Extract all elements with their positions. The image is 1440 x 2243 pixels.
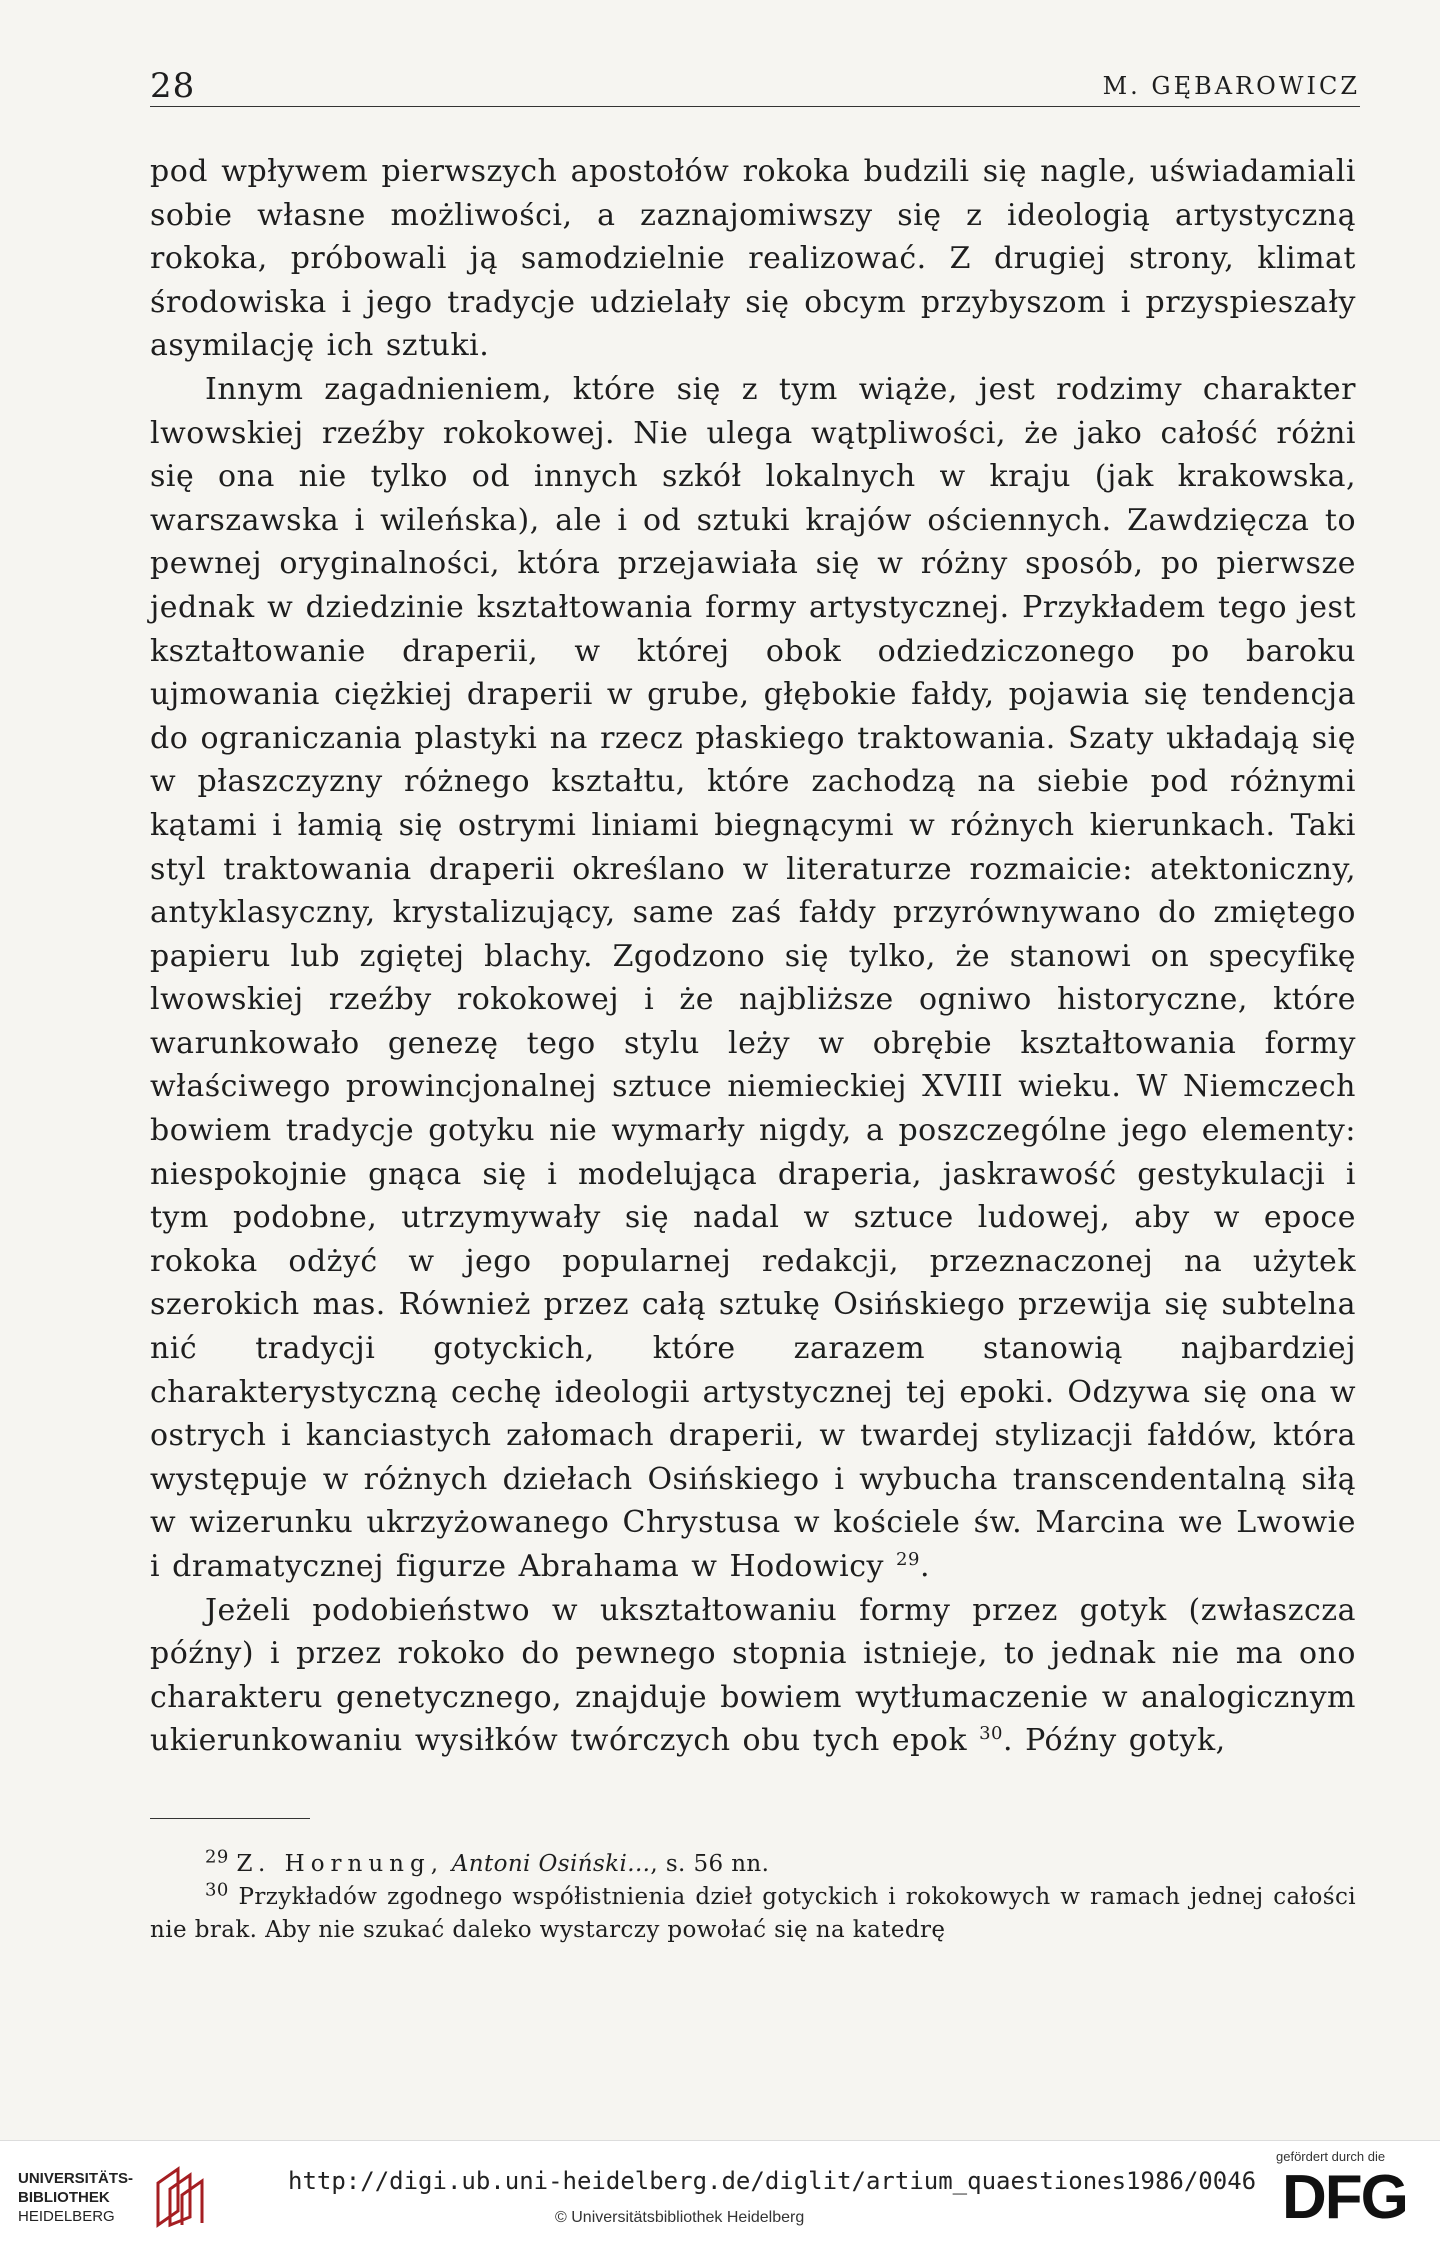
footnote-ref-29[interactable]: 29 xyxy=(896,1549,920,1570)
footnote-divider xyxy=(150,1818,310,1819)
library-name-line: UNIVERSITÄTS- xyxy=(18,2170,134,2187)
dfg-logo[interactable]: DFG xyxy=(1282,2163,1407,2232)
paragraph-text: Innym zagadnieniem, które się z tym wiąże, jest rodzimy charakter lwowskiej rzeźby rokokowej. Nie ulega wątpliwości, że jako całość różni się ona nie tylko od innych szkół lokalnych w kraju (jak krakowska, warszawska i wileńska), ale i od sztuki krajów ościennych. Zawdzięcza to pewnej oryginalności, która przejawiała się w różny sposób, po pierwsze jednak w dziedzinie kształtowania formy artystycznej. Przykładem tego jest kształtowanie draperii, w której obok odziedziczonego po baroku ujmowania ciężkiej draperii w grube, głębokie fałdy, pojawia się tendencja do ograniczania plastyki na rzecz płaskiego traktowania. Szaty układają się w płaszczyzny różnego kształtu, które zachodzą na siebie pod różnymi kątami i łamią się ostrymi liniami biegnącymi w różnych kierunkach. Taki styl traktowania draperii określano w literaturze rozmaicie: atektoniczny, antyklasyczny, krystalizujący, same zaś fałdy przyrównywano do zmiętego papieru lub zgiętej blachy. Zgodzono się tylko, że stanowi on specyfikę lwowskiej rzeźby rokokowej i że najbliższe ogniwo historyczne, które warunkowało genezę tego stylu leży w obrębie kształtowania formy właściwego prowincjonalnej sztuce niemieckiej XVIII wieku. W Niemczech bowiem tradycje gotyku nie wymarły nigdy, a poszczególne jego elementy: niespokojnie gnąca się i modelująca draperia, jaskrawość gestykulacji i tym podobne, utrzymywały się nadal w sztuce ludowej, aby w epoce rokoka odżyć w jego popularnej redakcji, przeznaczonej na użytek szerokich mas. Również przez całą sztukę Osińskiego przewija się subtelna nić tradycji gotyckich, które zarazem stanowią najbardziej charakterystyczną cechę ideologii artystycznej tej epoki. Odzywa się ona w ostrych i kanciastych załomach draperii, w twardej stylizacji fałdów, która występuje w różnych dziełach Osińskiego i wybucha transcendentalną siłą w wizerunku ukrzyżowanego Chrystusa w kościele św. Marcina we Lwowie i dramatycznej figurze Abrahama w Hodowicy xyxy=(150,371,1356,1584)
library-name-line: BIBLIOTHEK xyxy=(18,2189,110,2206)
copyright-notice: © Universitätsbibliothek Heidelberg xyxy=(555,2209,805,2226)
running-head-author: M. GĘBAROWICZ xyxy=(1102,72,1360,100)
paragraph: pod wpływem pierwszych apostołów rokoka budzili się nagle, uświadamiali sobie własne możliwości, a zaznajomiwszy się z ideologią artystyczną rokoka, próbowali ją samodzielnie realizować. Z drugiej strony, klimat środowiska i jego tradycje udzielały się obcym przybyszom i przyspieszały asymilację ich sztuki. xyxy=(150,154,1356,364)
footnote-author: Z. Hornung, xyxy=(236,1851,445,1877)
library-logo-icon[interactable] xyxy=(150,2161,220,2231)
footnote-ref-30[interactable]: 30 xyxy=(979,1723,1003,1745)
page-number: 28 xyxy=(150,66,196,106)
footnote-number: 30 xyxy=(205,1879,229,1901)
permalink-url[interactable]: http://digi.ub.uni-heidelberg.de/diglit/artium_quaestiones1986/0046 xyxy=(288,2167,1257,2195)
paragraph-text: Jeżeli podobieństwo w ukształtowaniu formy przez gotyk (zwłaszcza późny) i przez rokoko do pewnego stopnia istnieje, to jednak nie ma ono charakteru genetycznego, znajduje bowiem wytłumaczenie w analogicznym ukierunkowaniu wysiłków twórczych obu tych epok xyxy=(150,1592,1356,1759)
footnote-30 xyxy=(150,1881,1356,1947)
library-name[interactable] xyxy=(18,2169,143,2226)
footnote-29 xyxy=(150,1848,1356,1881)
library-name-line: HEIDELBERG xyxy=(18,2208,115,2225)
funding-note: gefördert durch die xyxy=(1276,2149,1386,2164)
footnote-number: 29 xyxy=(205,1846,229,1868)
footnotes xyxy=(150,1848,1356,1947)
footnote-title: Antoni Osiński... xyxy=(451,1851,651,1877)
footnote-rest: , s. 56 nn. xyxy=(650,1851,770,1877)
paragraph-text-tail: . Późny gotyk, xyxy=(1003,1723,1226,1759)
running-header xyxy=(150,66,1360,107)
body-text xyxy=(150,150,1356,1763)
footnote-text: Przykładów zgodnego współistnienia dzieł gotyckich i rokokowych w ramach jednej całości nie brak. Aby nie szukać daleko wystarczy powołać się na katedrę xyxy=(150,1884,1356,1943)
paragraph xyxy=(150,1589,1356,1763)
paragraph: Innym zagadnieniem, które się z tym wiąże, jest rodzimy charakter lwowskiej rzeźby rokokowej. Nie ulega wątpliwości, że jako całość różni się ona nie tylko od innych szkół lokalnych w kraju (jak krakowska, warszawska i wileńska), ale i od sztuki krajów ościennych. Zawdzięcza to pewnej oryginalności, która przejawiała się w różny sposób, po pierwsze jednak w dziedzinie kształtowania formy artystycznej. Przykładem tego jest kształtowanie draperii, w której obok odziedziczonego po baroku ujmowania ciężkiej draperii w grube, głębokie fałdy, pojawia się tendencja do ograniczania plastyki na rzecz płaskiego traktowania. Szaty układają się w płaszczyzny różnego kształtu, które zachodzą na siebie pod różnymi kątami i łamią się ostrymi liniami biegnącymi w różnych kierunkach. Taki styl traktowania draperii określano w literaturze rozmaicie: atektoniczny, antyklasyczny, krystalizujący, same zaś fałdy przyrównywano do zmiętego papieru lub zgiętej blachy. Zgodzono się tylko, że stanowi on specyfikę lwowskiej rzeźby rokokowej i że najbliższe ogniwo historyczne, które warunkowało genezę tego stylu leży w obrębie kształtowania formy właściwego prowincjonalnej sztuce niemieckiej XVIII wieku. W Niemczech bowiem tradycje gotyku nie wymarły nigdy, a poszczególne jego elementy: niespokojnie gnąca się i modelująca draperia, jaskrawość gestykulacji i tym podobne, utrzymywały się nadal w sztuce ludowej, aby w epoce rokoka odżyć w jego popularnej redakcji, przeznaczonej na użytek szerokich mas. Również przez całą sztukę Osińskiego przewija się subtelna nić tradycji gotyckich, które zarazem stanowią najbardziej charakterystyczną cechę ideologii artystycznej tej epoki. Odzywa się ona w ostrych i kanciastych załomach draperii, w twardej stylizacji fałdów, która występuje w różnych dziełach Osińskiego i wybucha transcendentalną siłą w wizerunku ukrzyżowanego Chrystusa w kościele św. Marcina we Lwowie i dramatycznej figurze Abrahama w Hodowicy $^{29}$. xyxy=(150,371,1356,1584)
viewer-footer xyxy=(0,2140,1440,2243)
